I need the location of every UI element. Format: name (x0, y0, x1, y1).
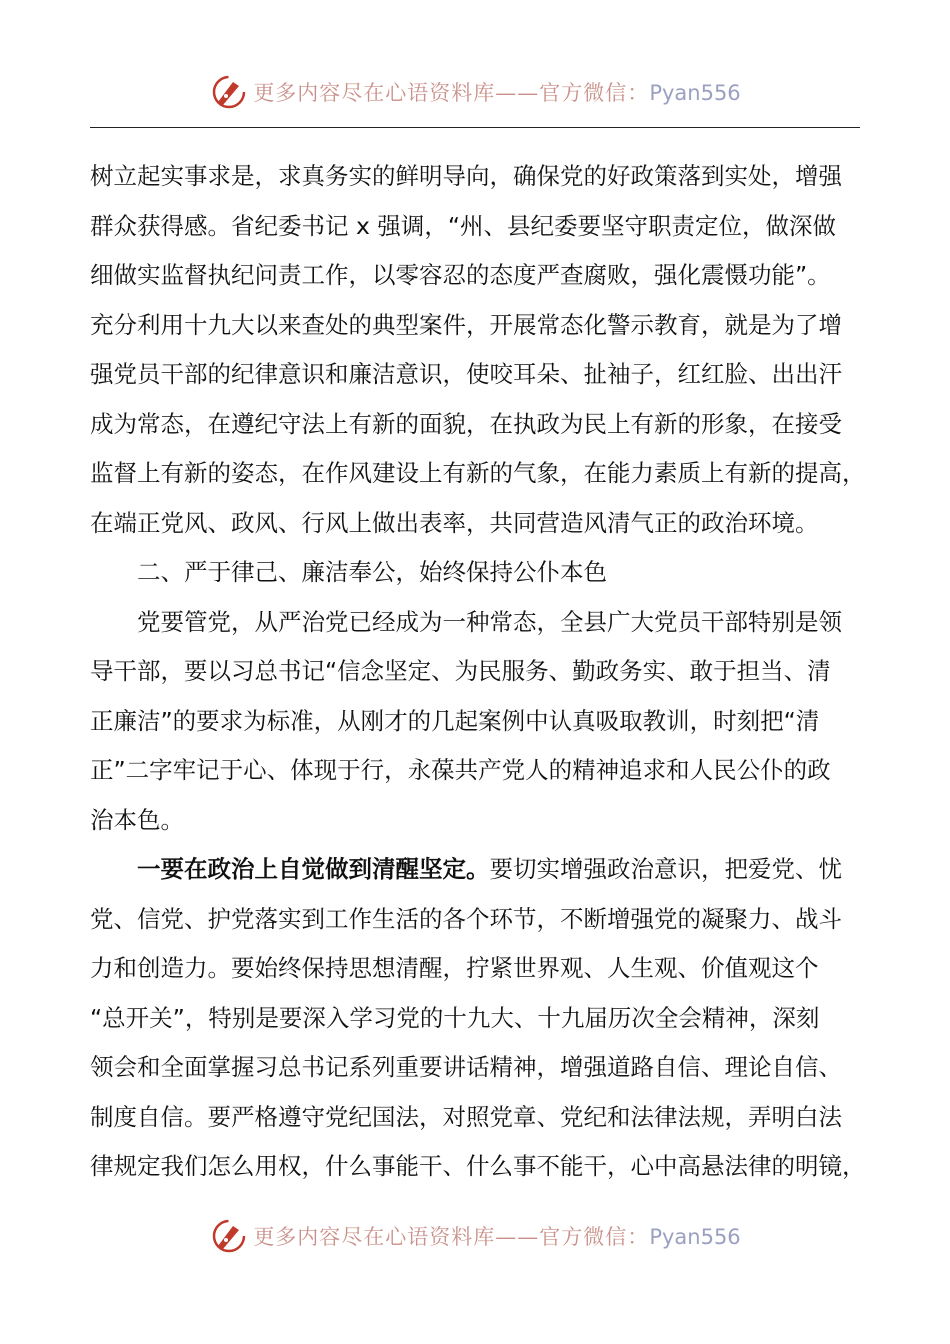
text-line: 在端正党风、政风、行风上做出表率，共同营造风清气正的政治环境。 (90, 508, 819, 537)
text-line: 充分利用十九大以来查处的典型案件，开展常态化警示教育，就是为了增 (90, 310, 842, 339)
pen-nib-logo (209, 72, 249, 112)
text-line: 强党员干部的纪律意识和廉洁意识，使咬耳朵、扯袖子，红红脸、出出汗 (90, 360, 842, 388)
text-line: 正廉洁”的要求为标准，从刚才的几起案例中认真吸取教训，时刻把“清 (90, 706, 820, 735)
text-line: 领会和全面掌握习总书记系列重要讲话精神，增强道路自信、理论自信、 (90, 1053, 842, 1081)
bold-line-rest: 要切实增强政治意识，把爱党、忧 (489, 855, 842, 883)
text-line: 细做实监督执纪问责工作，以零容忍的态度严查腐败，强化震慑功能”。 (90, 261, 831, 289)
text-line: 导干部，要以习总书记“信念坚定、为民服务、勤政务实、敢于担当、清 (90, 657, 831, 685)
watermark-footer (0, 1214, 950, 1258)
document-body (90, 152, 872, 1192)
text-line: 力和创造力。要始终保持思想清醒，拧紧世界观、人生观、价值观这个 (90, 954, 819, 982)
bold-lead-line (90, 845, 872, 895)
watermark-header (0, 70, 950, 114)
text-line: 树立起实事求是，求真务实的鲜明导向，确保党的好政策落到实处，增强 (90, 162, 842, 190)
text-line: 治本色。 (90, 805, 184, 834)
watermark-text: 更多内容尽在心语资料库——官方微信：Pyan556 (253, 81, 741, 105)
text-line: “总开关”，特别是要深入学习党的十九大、十九届历次全会精神，深刻 (90, 1003, 820, 1032)
text-line: 党要管党，从严治党已经成为一种常态，全县广大党员干部特别是领 (137, 607, 842, 636)
text-line: 群众获得感。省纪委书记 x 强调，“州、县纪委要坚守职责定位，做深做 (90, 211, 837, 240)
text-line: 正”二字牢记于心、体现于行，永葆共产党人的精神追求和人民公仆的政 (90, 756, 831, 784)
text-line: 律规定我们怎么用权，什么事能干、什么事不能干，心中高悬法律的明镜， (90, 1152, 866, 1180)
text-line: 监督上有新的姿态，在作风建设上有新的气象，在能力素质上有新的提高， (90, 459, 866, 487)
pen-nib-logo (209, 1216, 249, 1256)
text-line: 成为常态，在遵纪守法上有新的面貌，在执政为民上有新的形象，在接受 (90, 409, 842, 438)
header-rule (90, 127, 860, 128)
watermark-text: 更多内容尽在心语资料库——官方微信：Pyan556 (253, 1225, 741, 1249)
section-heading: 二、严于律己、廉洁奉公，始终保持公仆本色 (137, 558, 607, 586)
text-line: 党、信党、护党落实到工作生活的各个环节，不断增强党的凝聚力、战斗 (90, 904, 842, 933)
text-line: 制度自信。要严格遵守党纪国法，对照党章、党纪和法律法规，弄明白法 (90, 1102, 842, 1131)
bold-lead: 一要在政治上自觉做到清醒坚定。 (137, 855, 490, 883)
